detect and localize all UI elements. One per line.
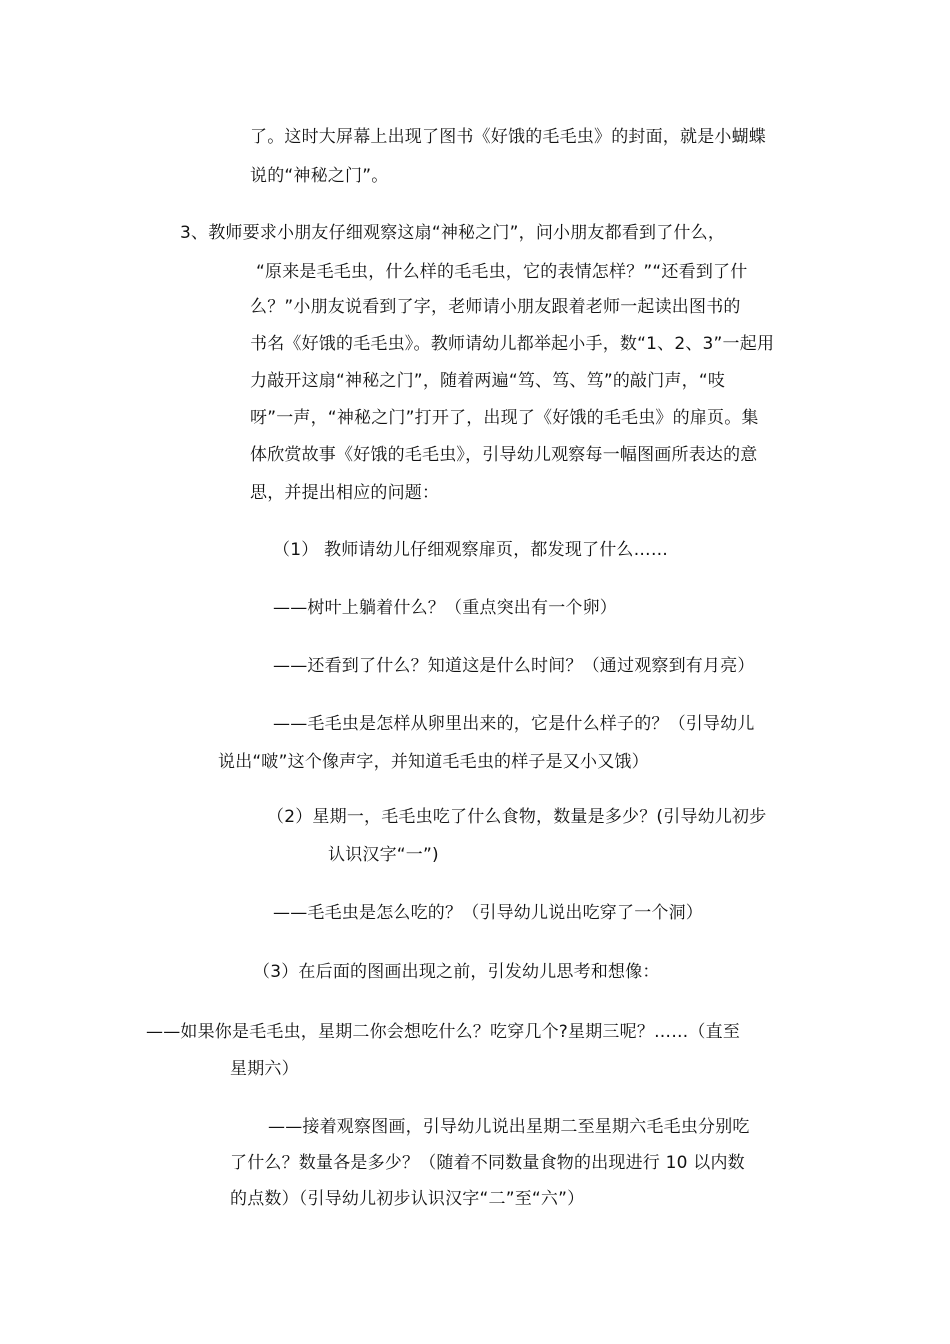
- question-subitem: ——毛毛虫是怎样从卵里出来的，它是什么样子的？（引导幼儿: [273, 714, 755, 734]
- paragraph-line: 呀”一声，“神秘之门”打开了，出现了《好饿的毛毛虫》的扉页。集: [250, 408, 759, 428]
- paragraph-line: 了什么？数量各是多少？（随着不同数量食物的出现进行 10 以内数: [230, 1153, 745, 1173]
- question-item: （3）在后面的图画出现之前，引发幼儿思考和想像：: [253, 962, 660, 982]
- paragraph-line: 认识汉字“一”): [328, 845, 439, 865]
- question-subitem: ——还看到了什么？知道这是什么时间？（通过观察到有月亮）: [273, 656, 755, 676]
- paragraph-line: 了。这时大屏幕上出现了图书《好饿的毛毛虫》的封面，就是小蝴蝶: [250, 127, 766, 147]
- question-item: （1） 教师请幼儿仔细观察扉页，都发现了什么……: [273, 540, 669, 560]
- question-subitem: ——接着观察图画，引导幼儿说出星期二至星期六毛毛虫分别吃: [268, 1117, 750, 1137]
- paragraph-line: 的点数）（引导幼儿初步认识汉字“二”至“六”）: [230, 1189, 585, 1209]
- paragraph-line: 力敲开这扇“神秘之门”，随着两遍“笃、笃、笃”的敲门声，“吱: [250, 371, 726, 391]
- paragraph-line: 说出“啵”这个像声字，并知道毛毛虫的样子是又小又饿）: [218, 752, 649, 772]
- question-item: （2）星期一，毛毛虫吃了什么食物，数量是多少？(引导幼儿初步: [267, 807, 767, 827]
- paragraph-line: 3、教师要求小朋友仔细观察这扇“神秘之门”，问小朋友都看到了什么，: [180, 223, 726, 243]
- question-subitem: ——如果你是毛毛虫，星期二你会想吃什么？吃穿几个?星期三呢？……（直至: [146, 1022, 741, 1042]
- question-subitem: ——毛毛虫是怎么吃的？（引导幼儿说出吃穿了一个洞）: [273, 903, 703, 923]
- paragraph-line: 体欣赏故事《好饿的毛毛虫》，引导幼儿观察每一幅图画所表达的意: [250, 445, 758, 465]
- paragraph-line: “原来是毛毛虫，什么样的毛毛虫，它的表情怎样？”“还看到了什: [256, 262, 748, 282]
- paragraph-line: 说的“神秘之门”。: [250, 166, 389, 186]
- question-subitem: ——树叶上躺着什么？（重点突出有一个卵）: [273, 598, 617, 618]
- paragraph-line: 星期六）: [230, 1059, 299, 1079]
- paragraph-line: 书名《好饿的毛毛虫》。教师请幼儿都举起小手，数“1、2、3”一起用: [250, 334, 775, 354]
- paragraph-line: 思，并提出相应的问题：: [250, 483, 440, 503]
- paragraph-line: 么？”小朋友说看到了字，老师请小朋友跟着老师一起读出图书的: [250, 297, 741, 317]
